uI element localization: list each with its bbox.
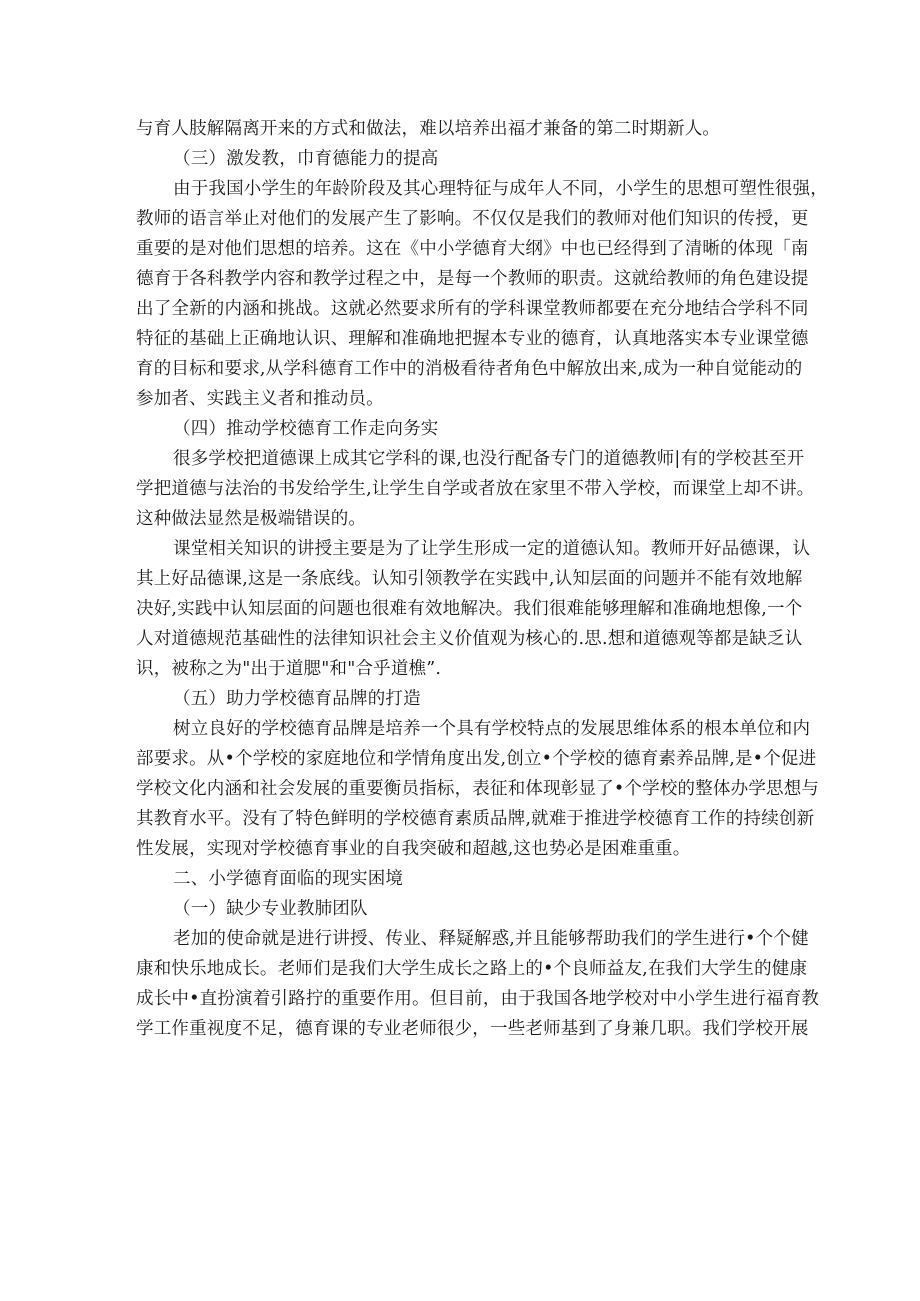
text-line: 学校文化内涵和社会发展的重要衡员指标，表征和体现彰显了•个学校的整体办学思想与 bbox=[136, 779, 820, 799]
text-line: 性发展，实现对学校德育事业的自我突破和超越,这也势必是困难重重。 bbox=[136, 839, 691, 859]
text-line: 很多学校把道德课上成其它学科的课,也没行配备专门的道德教师|有的学校甚至开 bbox=[173, 449, 805, 469]
text-line: 育的目标和要求,从学科德育工作中的消极看待者角色中解放出来,成为一种自觉能动的 bbox=[136, 359, 803, 379]
text-line: 参加者、实践主义者和推动员。 bbox=[136, 389, 384, 409]
text-line: （一）缺少专业教肺团队 bbox=[173, 899, 368, 919]
text-line: 课堂相关知识的讲授主要是为了让学生形成一定的道德认知。教师开好品德课，认 bbox=[173, 539, 811, 559]
text-line: 人对道德规范基础性的法律知识社会主义价值观为核心的.思.想和道德观等都是缺乏认 bbox=[136, 629, 803, 649]
paragraph bbox=[136, 864, 796, 894]
text-line: 教师的语言举止对他们的发展产生了影响。不仅仅是我们的教师对他们知识的传授，更 bbox=[136, 209, 809, 229]
text-line: 识，被称之为"出于道腮"和"合乎道樵”. bbox=[136, 659, 442, 679]
paragraph bbox=[136, 144, 796, 174]
paragraph bbox=[136, 894, 796, 924]
text-line: 老加的使命就是进行讲授、传业、释疑解惑,并且能够帮助我们的学生进行•个个健 bbox=[173, 929, 809, 949]
text-line: 其教育水平。没有了特色鲜明的学校德育素质品牌,就难于推进学校德育工作的持续创新 bbox=[136, 809, 815, 829]
text-line: 树立良好的学校德育品牌是培养一个具有学校特点的发展思维体系的根本单位和内 bbox=[173, 719, 811, 739]
text-line: 由于我国小学生的年龄阶段及其心理特征与成年人不同，小学生的思想可塑性很强， bbox=[173, 179, 828, 199]
text-line: （五）助力学校德育品牌的打造 bbox=[173, 689, 421, 709]
text-line: （四）推动学校德育工作走向务实 bbox=[173, 419, 439, 439]
document-page bbox=[136, 114, 828, 1044]
paragraph bbox=[136, 114, 796, 144]
text-line: 这种做法显然是极端错误的。 bbox=[136, 509, 367, 529]
text-line: 康和快乐地成长。老师们是我们大学生成长之路上的•个良师益友,在我们大学生的健康 bbox=[136, 959, 808, 979]
paragraph bbox=[136, 534, 811, 684]
text-line: 出了全新的内涵和挑战。这就必然要求所有的学科课堂教师都要在充分地结合学科不同 bbox=[136, 299, 809, 319]
text-line: 成长中•直扮演着引路拧的重要作用。但目前，由于我国各地学校对中小学生进行福育教 bbox=[136, 989, 820, 1009]
text-line: 学把道德与法治的书发给学生,让学生自学或者放在家里不带入学校，而课堂上却不讲。 bbox=[136, 479, 815, 499]
text-line: 决好,实践中认知层面的问题也很难有效地解决。我们很难能够理解和准确地想像,一个 bbox=[136, 599, 803, 619]
text-line: 重要的是对他们思想的培养。这在《中小学德育大纲》中也已经得到了清晰的体现「南 bbox=[136, 239, 809, 259]
text-line: 部要求。从•个学校的家庭地位和学情角度出发,创立•个学校的德育素养品牌,是•个促进 bbox=[136, 749, 817, 769]
paragraph bbox=[136, 444, 815, 534]
paragraph bbox=[136, 684, 796, 714]
text-line: 其上好品德课,这是一条底线。认知引领教学在实践中,认知层面的问题并不能有效地解 bbox=[136, 569, 803, 589]
text-line: 二、小学德育面临的现实困境 bbox=[173, 869, 404, 889]
text-line: 特征的基础上正确地认识、理解和准确地把握本专业的德育，认真地落实本专业课堂德 bbox=[136, 329, 809, 349]
text-line: 德育于各科教学内容和教学过程之中，是每一个教师的职责。这就给教师的角色建设提 bbox=[136, 269, 809, 289]
paragraph bbox=[136, 924, 820, 1044]
paragraph bbox=[136, 714, 820, 864]
text-line: （三）激发教，巾育德能力的提高 bbox=[173, 149, 439, 169]
text-line: 学工作重视度不足，德育课的专业老师很少，一些老师基到了身兼几职。我们学校开展 bbox=[136, 1019, 809, 1039]
paragraph bbox=[136, 414, 796, 444]
text-line: 与育人肢解隔离开来的方式和做法，难以培养出福才兼备的第二时期新人。 bbox=[136, 119, 721, 139]
paragraph bbox=[136, 174, 828, 414]
